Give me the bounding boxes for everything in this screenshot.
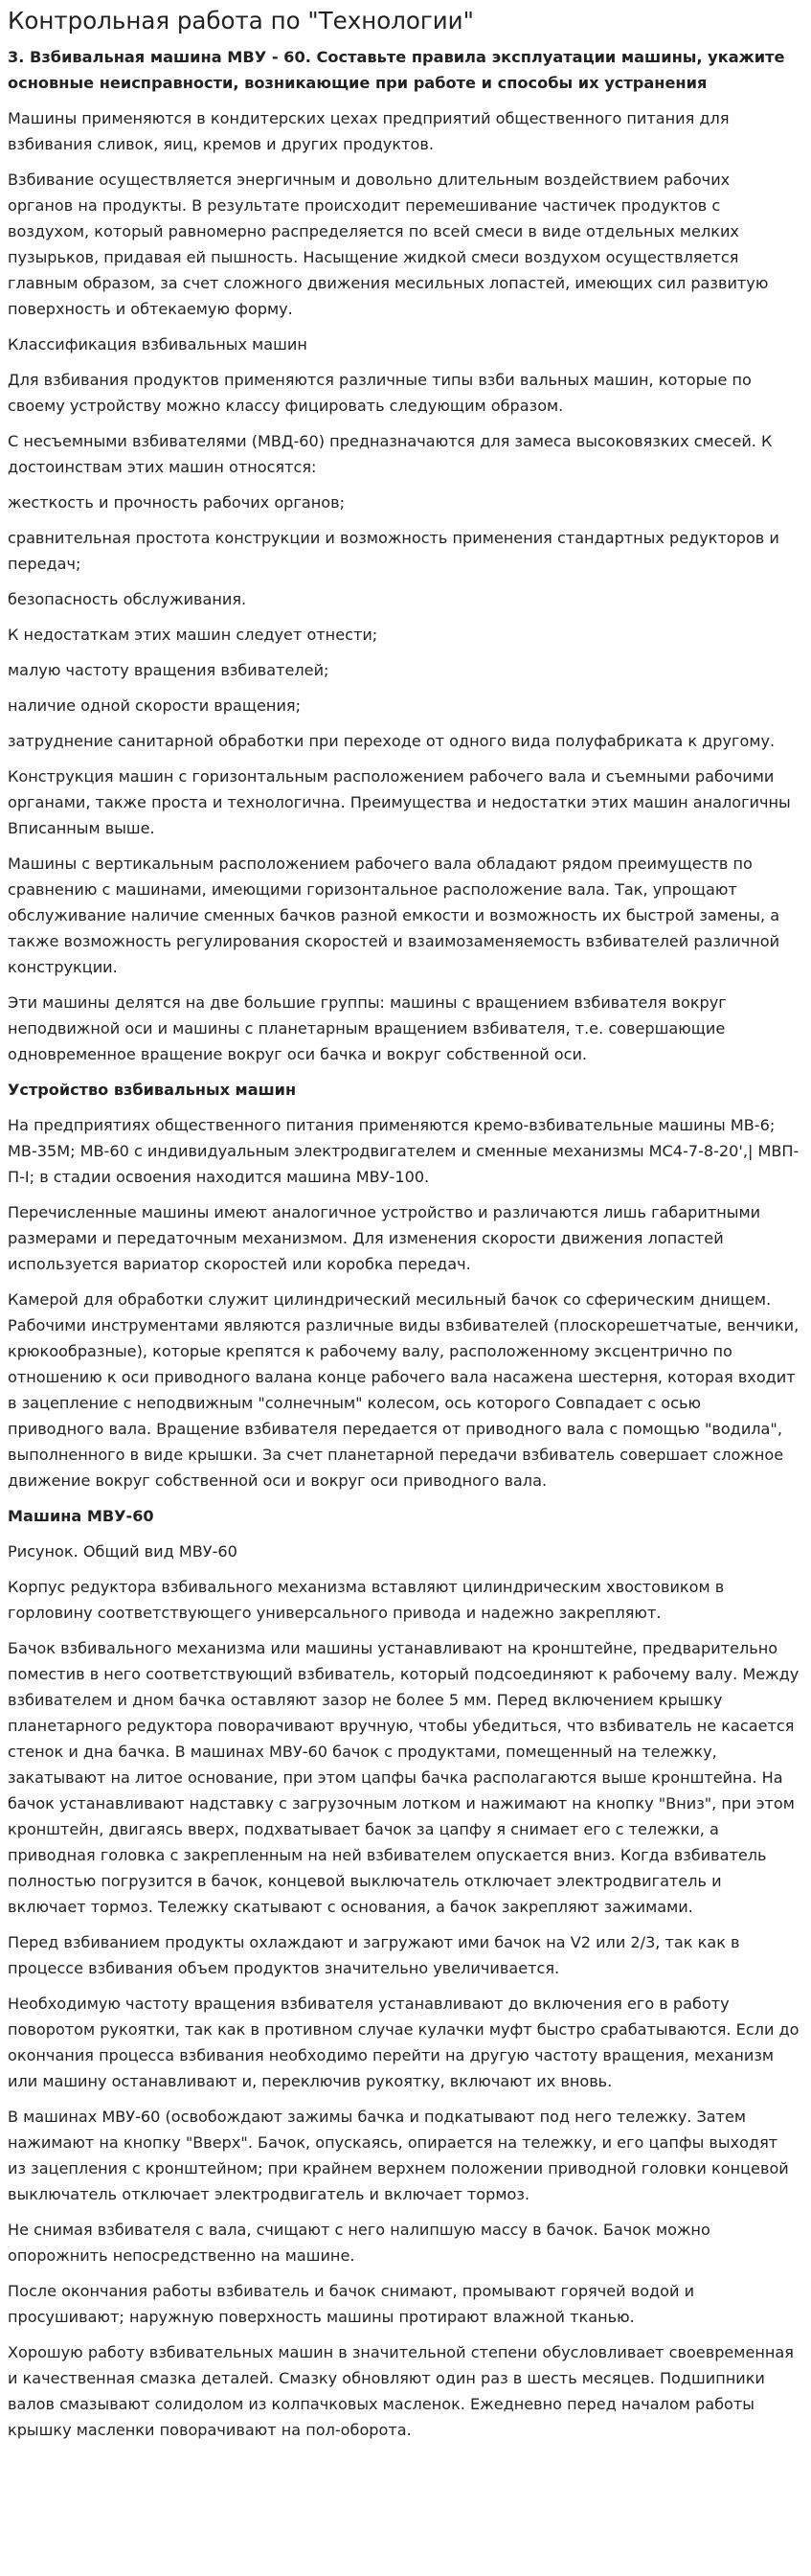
paragraph: сравнительная простота конструкции и возможность применения стандартных редукторов и передач; [8, 529, 779, 573]
page-title: Контрольная работа по "Технологии" [8, 7, 474, 34]
paragraph: На предприятиях общественного питания применяются кремо-взбивательные машины МВ-6; МВ-35М; МВ-60 с индивидуальным электродвигателем и сменные механизмы МС4-7-8-20',| МВП-П-І; в стадии освоения находится машина МВУ-100. [8, 1116, 800, 1186]
paragraph: малую частоту вращения взбивателей; [8, 661, 329, 679]
paragraph: Рисунок. Общий вид МВУ-60 [8, 1542, 237, 1561]
paragraph: Эти машины делятся на две большие группы: машины с вращением взбивателя вокруг неподвижной оси и машины с планетарным вращением взбивателя, т.е. совершающие одновременное вращение вокруг оси бачка и вокруг собственной оси. [8, 993, 727, 1063]
paragraph: наличие одной скорости вращения; [8, 696, 302, 715]
paragraph: Корпус редуктора взбивального механизма вставляют цилиндрическим хвостовиком в горловину соответствующего универсального привода и надежно закрепляют. [8, 1578, 725, 1622]
paragraph: Хорошую работу взбивательных машин в значительной степени обусловливает своевременная и качественная смазка деталей. Смазку обновляют один раз в шесть месяцев. Подшипники валов смазывают солидолом из колпачковых масленок. Ежедневно перед началом работы крышку масленки поворачивают на пол-оборота. [8, 2343, 794, 2439]
document-body [8, 105, 800, 2443]
paragraph: Бачок взбивального механизма или машины устанавливают на кронштейне, предварительно поместив в него соответствующий взбиватель, который подсоединяют к рабочему валу. Между взбивателем и дном бачка оставляют зазор не более 5 мм. Перед включением крышку планетарного редуктора поворачивают вручную, чтобы убедиться, что взбиватель не касается стенок и дна бачка. В машинах МВУ-60 бачок с продуктами, помещенный на тележку, закатывают на литое основание, при этом цапфы бачка располагаются выше кронштейна. На бачок устанавливают надставку с загрузочным лотком и нажимают на кнопку "Вниз", при этом кронштейн, двигаясь вверх, подхватывает бачок за цапфу я снимает его с тележки, а приводная головка с закрепленным на ней взбивателем опускается вниз. Когда взбиватель полностью погрузится в бачок, концевой выключатель отключает электродвигатель и включает тормоз. Тележку скатывают с основания, а бачок закрепляют зажимами. [8, 1639, 800, 1916]
paragraph: После окончания работы взбиватель и бачок снимают, промывают горячей водой и просушивают; наружную поверхность машины протирают влажной тканью. [8, 2282, 695, 2326]
paragraph: Машины с вертикальным расположением рабочего вала обладают рядом преимуществ по сравнению с машинами, имеющими горизонтальное расположение вала. Так, упрощают обслуживание наличие сменных бачков разной емкости и возможность их быстрой замены, а также возможность регулирования скоростей и взаимозаменяемость взбивателей различной конструкции. [8, 855, 780, 976]
paragraph: Классификация взбивальных машин [8, 335, 307, 353]
paragraph: Перед взбиванием продукты охлаждают и загружают ими бачок на V2 или 2/3, так как в процессе взбивания объем продуктов значительно увеличивается. [8, 1933, 740, 1977]
paragraph: затруднение санитарной обработки при переходе от одного вида полуфабриката к другому. [8, 732, 776, 750]
paragraph: Взбивание осуществляется энергичным и довольно длительным воздействием рабочих органов на продукты. В результате происходит перемешивание частичек продуктов с воздухом, который равномерно распределяется по всей смеси в виде отдельных мелких пузырьков, придавая ей пышность. Насыщение жидкой смеси воздухом осуществляется главным образом, за счет сложного движения месильных лопастей, имеющих сил развитую поверхность и обтекаемую форму. [8, 171, 769, 318]
paragraph: Перечисленные машины имеют аналогичное устройство и различаются лишь габаритными размерами и передаточным механизмом. Для изменения скорости движения лопастей используется вариатор скоростей или коробка передач. [8, 1203, 761, 1273]
paragraph: Не снимая взбивателя с вала, счищают с него налипшую массу в бачок. Бачок можно опорожнить непосредственно на машине. [8, 2221, 710, 2265]
section-heading: Устройство взбивальных машин [8, 1081, 297, 1099]
paragraph: Камерой для обработки служит цилиндрический месильный бачок со сферическим днищем. Рабочими инструментами являются различные виды взбивателей (плоскорешетчатые, венчики, крюкообразные), которые крепятся к рабочему валу, расположенному эксцентрично по отношению к оси приводного валана конце рабочего вала насажена шестерня, которая входит в зацепление с неподвижным "солнечным" колесом, ось которого Совпадает с осью приводного вала. Вращение взбивателя передается от приводного вала с помощью "водила", выполненного в виде крышки. За счет планетарной передачи взбиватель совершает сложное движение вокруг собственной оси и вокруг оси приводного вала. [8, 1290, 800, 1490]
paragraph: К недостаткам этих машин следует отнести; [8, 626, 378, 644]
paragraph: Для взбивания продуктов применяются различные типы взби вальных машин, которые по своему устройству можно классу фицировать следующим образом. [8, 371, 752, 415]
task-heading: 3. Взбивальная машина МВУ - 60. Составьте правила эксплуатации машины, укажите основные неисправности, возникающие при работе и способы их устранения [8, 48, 785, 92]
paragraph: безопасность обслуживания. [8, 590, 247, 608]
paragraph: Машины применяются в кондитерских цехах предприятий общественного питания для взбивания сливок, яиц, кремов и других продуктов. [8, 109, 730, 153]
section-heading: Машина МВУ-60 [8, 1507, 154, 1525]
paragraph: жесткость и прочность рабочих органов; [8, 493, 345, 512]
paragraph: Необходимую частоту вращения взбивателя устанавливают до включения его в работу поворотом рукоятки, так как в противном случае кулачки муфт быстро срабатываются. Если до окончания процесса взбивания необходимо перейти на другую частоту вращения, механизм или машину останавливают и, переключив рукоятку, включают их вновь. [8, 1995, 800, 2090]
paragraph: В машинах МВУ-60 (освобождают зажимы бачка и подкатывают под него тележку. Затем нажимают на кнопку "Вверх". Бачок, опускаясь, опирается на тележку, и его цапфы выходят из зацепления с кронштейном; при крайнем верхнем положении приводной головки концевой выключатель отключает электродвигатель и включает тормоз. [8, 2108, 789, 2203]
paragraph: Конструкция машин с горизонтальным расположением рабочего вала и съемными рабочими органами, также проста и технологична. Преимущества и недостатки этих машин аналогичны Вписанным выше. [8, 767, 791, 837]
paragraph: С несъемными взбивателями (МВД-60) предназначаются для замеса высоковязких смесей. К достоинствам этих машин относятся: [8, 432, 773, 476]
